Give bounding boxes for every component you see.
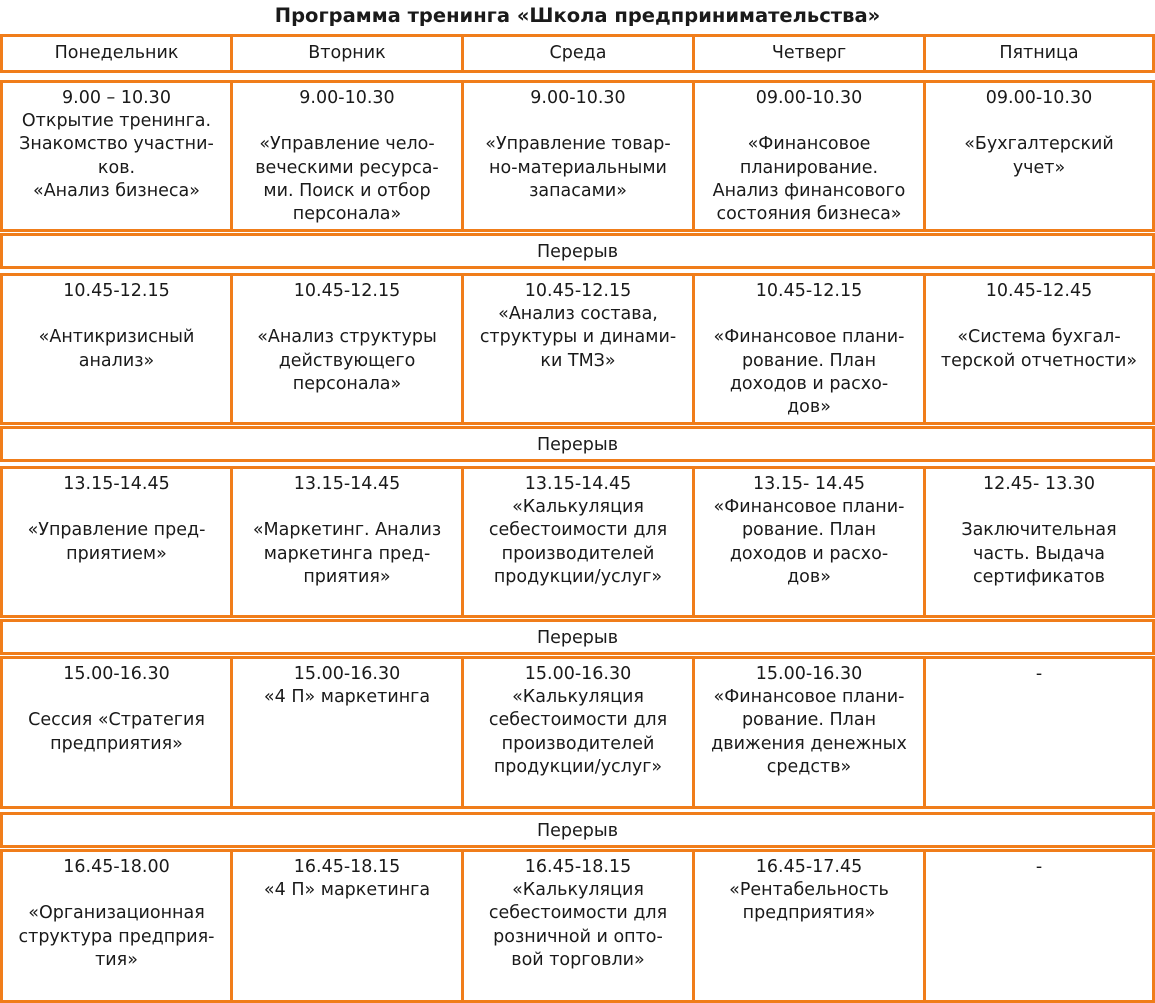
session-cell xyxy=(923,849,1155,1003)
session-topic: «Анализ структуры действующего персонала» xyxy=(257,327,437,394)
page-title: Программа тренинга «Школа предпринимательства» xyxy=(274,4,881,27)
session-topic: «4 П» маркетинга xyxy=(263,687,431,708)
session-cell xyxy=(230,656,464,809)
session-time: 16.45-18.00 xyxy=(63,857,170,877)
session-topic: «Калькуляция себестоимости для производителей продукции/услуг» xyxy=(488,687,668,777)
session-time: 15.00-16.30 xyxy=(293,664,401,684)
session-topic: «Анализ состава, структуры и динами- ки ТМЗ» xyxy=(479,304,677,371)
session-time: 13.15-14.45 xyxy=(293,474,401,494)
session-topic: «Финансовое плани- рование. План движения денежных средств» xyxy=(711,687,907,777)
session-topic: «Маркетинг. Анализ маркетинга пред- приятия» xyxy=(252,520,442,587)
session-cell xyxy=(461,656,695,809)
break-row: Перерыв xyxy=(0,619,1155,655)
day-header-tuesday: Вторник xyxy=(230,34,464,73)
session-topic: «Рентабельность предприятия» xyxy=(729,880,889,924)
day-header-friday: Пятница xyxy=(923,34,1155,73)
session-time: 16.45-18.15 xyxy=(293,857,401,877)
break-row: Перерыв xyxy=(0,426,1155,462)
session-time: 10.45-12.15 xyxy=(293,281,401,301)
session-time: 09.00-10.30 xyxy=(755,88,863,108)
session-topic: «Финансовое планирование. Анализ финансового состояния бизнеса» xyxy=(712,134,906,225)
break-row: Перерыв xyxy=(0,812,1155,848)
session-topic: «Организационная структура предприя- тия» xyxy=(18,903,215,970)
session-time: 10.45-12.45 xyxy=(985,281,1093,301)
session-cell xyxy=(692,273,926,425)
session-topic: «Антикризисный анализ» xyxy=(38,327,195,371)
session-topic: «Финансовое плани- рование. План доходов и расхо- дов» xyxy=(713,497,905,587)
session-cell xyxy=(923,273,1155,425)
session-time: 16.45-18.15 xyxy=(524,857,632,877)
session-time: 13.15-14.45 xyxy=(63,474,170,494)
session-cell xyxy=(692,466,926,618)
session-cell xyxy=(230,273,464,425)
session-time: 12.45- 13.30 xyxy=(982,474,1096,494)
session-cell xyxy=(923,80,1155,232)
session-cell xyxy=(461,466,695,618)
session-topic: «4 П» маркетинга xyxy=(263,880,431,901)
session-cell xyxy=(692,80,926,232)
session-time: 9.00-10.30 xyxy=(530,88,626,108)
session-topic: «Управление чело- веческими ресурса- ми. Поиск и отбор персонала» xyxy=(255,134,439,225)
session-topic: «Калькуляция себестоимости для производителей продукции/услуг» xyxy=(488,497,668,587)
session-topic: «Финансовое плани- рование. План доходов и расхо- дов» xyxy=(713,327,905,418)
session-cell xyxy=(692,656,926,809)
session-time: 9.00 – 10.30 xyxy=(62,88,171,108)
session-cell xyxy=(0,80,233,232)
session-cell xyxy=(461,849,695,1003)
session-cell xyxy=(692,849,926,1003)
session-cell xyxy=(923,466,1155,618)
session-time: 13.15- 14.45 xyxy=(752,474,866,494)
session-topic: Заключительная часть. Выдача сертификатов xyxy=(961,520,1117,587)
session-topic: «Бухгалтерский учет» xyxy=(964,134,1114,178)
session-topic: «Управление товар- но-материальными запасами» xyxy=(485,134,671,201)
session-cell xyxy=(0,656,233,809)
session-cell xyxy=(230,466,464,618)
session-topic: Сессия «Стратегия предприятия» xyxy=(28,710,205,754)
day-header-monday: Понедельник xyxy=(0,34,233,73)
session-cell xyxy=(461,80,695,232)
session-time: 09.00-10.30 xyxy=(985,88,1093,108)
session-time: 15.00-16.30 xyxy=(524,664,632,684)
day-header-thursday: Четверг xyxy=(692,34,926,73)
session-time: 16.45-17.45 xyxy=(755,857,863,877)
session-topic: «Управление пред- приятием» xyxy=(27,520,206,564)
session-topic: «Калькуляция себестоимости для розничной и опто- вой торговли» xyxy=(488,880,668,970)
session-topic: «Система бухгал- терской отчетности» xyxy=(940,327,1138,371)
session-time: 10.45-12.15 xyxy=(755,281,863,301)
session-time: 9.00-10.30 xyxy=(299,88,395,108)
session-time: 10.45-12.15 xyxy=(524,281,632,301)
session-time: - xyxy=(1035,857,1043,877)
session-time: 13.15-14.45 xyxy=(524,474,632,494)
session-cell xyxy=(0,273,233,425)
session-cell xyxy=(230,849,464,1003)
break-row: Перерыв xyxy=(0,233,1155,269)
day-header-wednesday: Среда xyxy=(461,34,695,73)
session-topic: Открытие тренинга. Знакомство участни- ков. «Анализ бизнеса» xyxy=(19,111,214,201)
session-cell xyxy=(0,849,233,1003)
session-time: 10.45-12.15 xyxy=(63,281,170,301)
session-cell xyxy=(230,80,464,232)
session-cell xyxy=(923,656,1155,809)
session-time: - xyxy=(1035,664,1043,684)
session-time: 15.00-16.30 xyxy=(755,664,863,684)
session-cell xyxy=(0,466,233,618)
session-time: 15.00-16.30 xyxy=(63,664,170,684)
session-cell xyxy=(461,273,695,425)
